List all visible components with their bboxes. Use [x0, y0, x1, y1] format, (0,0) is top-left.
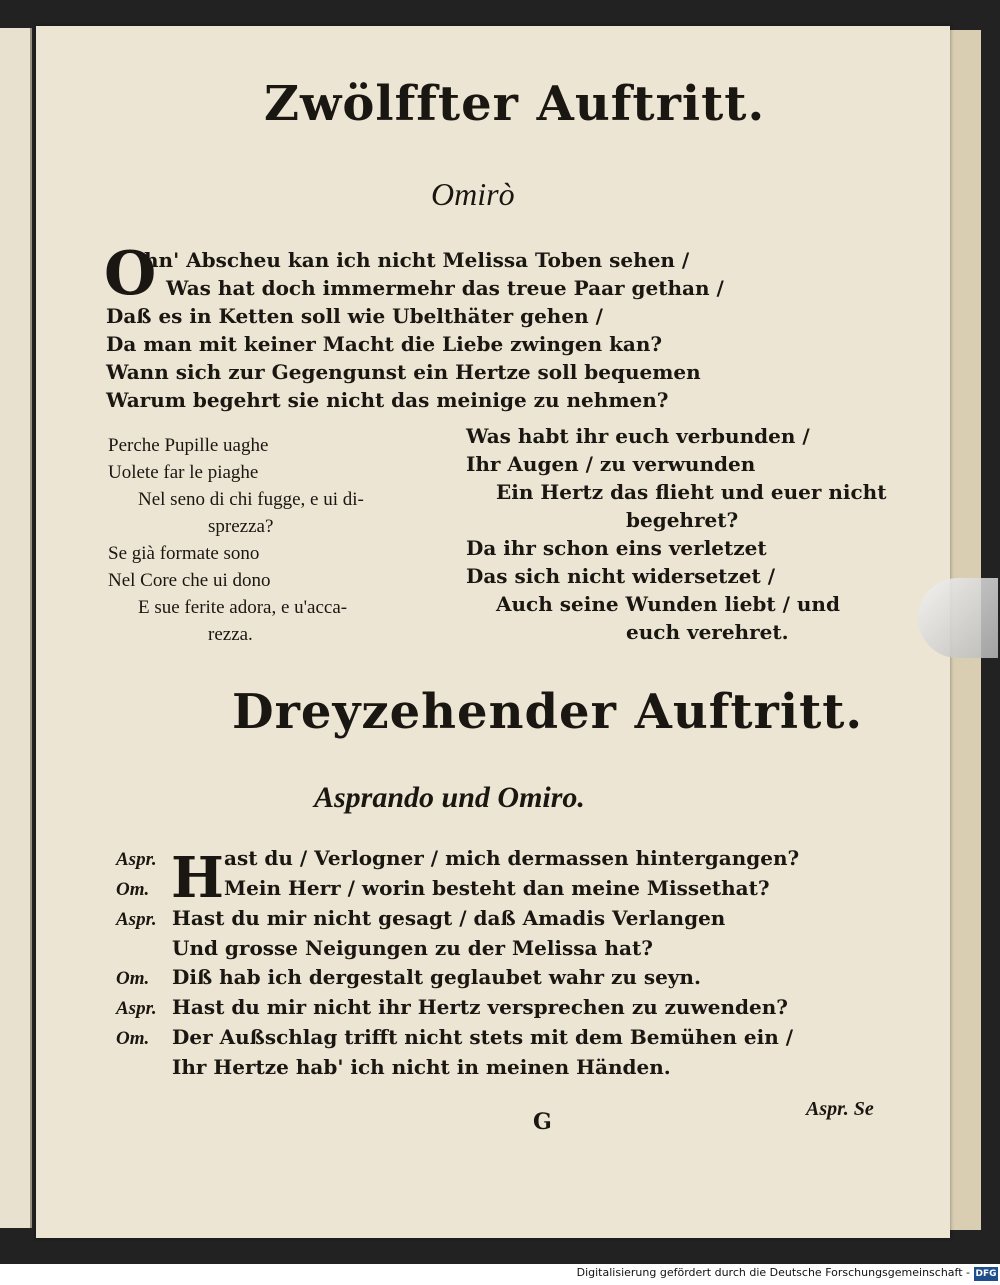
dialogue-line: [116, 963, 896, 993]
scene-13-characters: Asprando und Omiro.: [314, 781, 585, 814]
speaker-label: Aspr.: [116, 849, 157, 870]
dialogue-line: [116, 1053, 896, 1082]
german-line: Was habt ihr euch verbunden /: [466, 424, 810, 448]
verse-line: Warum begehrt sie nicht das meinige zu nehmen?: [106, 388, 669, 412]
speaker-label: Aspr.: [116, 998, 157, 1019]
dialogue-line: [116, 844, 896, 874]
italian-line: rezza.: [208, 624, 253, 645]
dialogue-line: [116, 1023, 896, 1053]
german-line: Auch seine Wunden liebt / und: [496, 592, 840, 616]
dialogue-text: Mein Herr / worin besteht dan meine Missethat?: [224, 876, 770, 900]
scene-13-heading: Dreyzehender Auftritt.: [232, 684, 864, 740]
speaker-label: Om.: [116, 879, 150, 900]
catchword: Aspr. Se: [806, 1098, 874, 1120]
verse-line: Daß es in Ketten soll wie Ubelthäter gehen /: [106, 304, 603, 328]
dialogue-text: Ihr Hertze hab' ich nicht in meinen Händen.: [172, 1055, 671, 1079]
footer-bar: [0, 1264, 1000, 1285]
german-aria: [466, 422, 906, 646]
german-line: Ihr Augen / zu verwunden: [466, 452, 756, 476]
german-line: begehret?: [626, 508, 739, 532]
scene-12-heading: Zwölffter Auftritt.: [264, 76, 766, 132]
dropcap-O: O: [104, 239, 157, 309]
dialogue-text: Und grosse Neigungen zu der Melissa hat?: [172, 936, 653, 960]
italian-line: Nel seno di chi fugge, e ui di-: [138, 489, 364, 510]
dialogue-line: [116, 934, 896, 963]
dialogue-text: Hast du mir nicht ihr Hertz versprechen zu zuwenden?: [172, 995, 789, 1019]
italian-line: Uolete far le piaghe: [108, 462, 259, 483]
dialogue-text: Diß hab ich dergestalt geglaubet wahr zu seyn.: [172, 965, 701, 989]
german-line: Da ihr schon eins verletzet: [466, 536, 767, 560]
book-page: [36, 26, 950, 1238]
verse-line: Wann sich zur Gegengunst ein Hertze soll bequemen: [106, 360, 701, 384]
speaker-label: Aspr.: [116, 909, 157, 930]
italian-line: Perche Pupille uaghe: [108, 435, 269, 456]
monologue-verse: [104, 239, 826, 414]
dfg-logo: DFG: [975, 1269, 997, 1279]
italian-line: E sue ferite adora, e u'acca-: [138, 597, 348, 618]
verse-line: Da man mit keiner Macht die Liebe zwingen kan?: [106, 332, 663, 356]
dropcap-H: H: [171, 845, 224, 911]
italian-aria: [108, 432, 478, 648]
german-line: euch verehret.: [626, 620, 789, 644]
italian-line: Nel Core che ui dono: [108, 570, 271, 591]
signature-mark: G: [533, 1109, 552, 1135]
german-line: Ein Hertz das flieht und euer nicht: [496, 480, 887, 504]
footer-text: Digitalisierung gefördert durch die Deutsche Forschungsgemeinschaft -: [576, 1266, 970, 1279]
dialogue-text: ast du / Verlogner / mich dermassen hintergangen?: [224, 846, 800, 870]
german-line: Das sich nicht widersetzet /: [466, 564, 775, 588]
scene-12-character: Omirò: [431, 176, 515, 212]
dialogue: [116, 844, 896, 1082]
verse-line: hn' Abscheu kan ich nicht Melissa Toben sehen /: [144, 248, 690, 272]
dialogue-line: [116, 904, 896, 934]
speaker-label: Om.: [116, 968, 150, 989]
bookmark-tab: [918, 578, 998, 658]
dialogue-line: [116, 993, 896, 1023]
italian-line: sprezza?: [208, 516, 274, 537]
dialogue-line: [116, 874, 896, 904]
verse-line: Was hat doch immermehr das treue Paar gethan /: [166, 276, 724, 300]
left-page-edge: [0, 28, 32, 1228]
speaker-label: Om.: [116, 1028, 150, 1049]
dialogue-text: Hast du mir nicht gesagt / daß Amadis Verlangen: [172, 906, 726, 930]
dialogue-text: Der Außschlag trifft nicht stets mit dem Bemühen ein /: [172, 1025, 794, 1049]
italian-line: Se già formate sono: [108, 543, 260, 564]
